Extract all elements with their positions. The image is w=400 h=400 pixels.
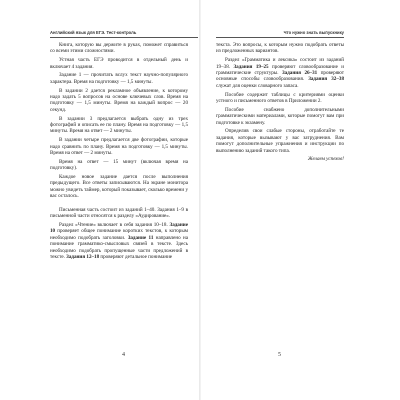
text-run: Раздел «Чтение» включает в себя задания 10–18. bbox=[59, 221, 170, 228]
paragraph: Время на ответ — 15 минут (включая время на подготовку). bbox=[50, 158, 188, 172]
right-page bbox=[200, 0, 400, 400]
text-run: проверяет общее понимание коротких текстов, к которым необходимо подобрать заголовки. bbox=[50, 228, 188, 241]
paragraph: Определив свои слабые стороны, отработайте те задания, которые вызывают у вас затруднения. Вам помогут дополнительные упражнения и инструкции по выполнению заданий такого типа. bbox=[216, 128, 344, 154]
page-number: 4 bbox=[122, 352, 125, 358]
text-run: служат для оценки словарного запаса. bbox=[216, 82, 299, 89]
text-run: проверяют словообразование и грамматические структуры. bbox=[216, 63, 344, 77]
task-number: Задание 10 bbox=[50, 221, 188, 235]
task-number: Задания 26–31 bbox=[281, 70, 318, 77]
left-page-text bbox=[50, 42, 188, 260]
paragraph: Задание 1 — прочитать вслух текст научно-популярного характера. Время на подготовку — 1,5 минуты. bbox=[50, 72, 188, 85]
paragraph: Письменная часть состоит из заданий 1–40. Задания 1–9 в письменной части относятся к разделу «Аудирование». bbox=[50, 206, 188, 220]
paragraph: Пособие снабжено дополнительными грамматическими материалами, которые помогут вам при подготовке к экзамену. bbox=[216, 106, 344, 126]
paragraph: В задании 3 предлагается выбрать одну из трех фотографий и описать ее по плану. Время на подготовку — 1,5 минуты. Время на ответ — 2 минуты. bbox=[50, 115, 188, 135]
page-number: 5 bbox=[278, 352, 281, 358]
paragraph: текста. Это вопросы, к которым нужно подобрать ответы из предложенных вариантов. bbox=[216, 42, 344, 55]
paragraph bbox=[216, 57, 344, 89]
text-run: направлено на понимание грамматико-смысловых связей в тексте. Здесь необходимо подобрать пропущенные части предложений в тексте. bbox=[50, 234, 188, 260]
paragraph: Устная часть ЕГЭ проводится в отдельный день и включает 4 задания. bbox=[50, 57, 188, 70]
paragraph: В задании 2 дается рекламное объявление, к которому надо задать 5 вопросов на основе ключевых слов. Время на подготовку — 1,5 минуты. Время на каждый вопрос — 20 секунд. bbox=[50, 87, 188, 113]
paragraph bbox=[50, 222, 188, 260]
running-head: Что нужно знать выпускнику bbox=[216, 30, 344, 38]
text-run: проверяют основные способы словообразования. bbox=[216, 70, 345, 83]
running-head: Английский язык для ЕГЭ. Тест-контроль bbox=[50, 30, 198, 38]
signoff: Желаем успехов! bbox=[307, 156, 344, 163]
paragraph: Каждое новое задание дается после выполнения предыдущего. Все ответы записываются. На экране монитора можно увидеть таймер, который показывает, сколько времени у вас осталось. bbox=[50, 174, 188, 200]
text-run: проверяют детальное понимание bbox=[99, 253, 173, 260]
task-number: Задания 12–18 bbox=[66, 253, 100, 260]
right-page-text bbox=[216, 42, 344, 163]
paragraph: Книга, которую вы держите в руках, поможет справиться со всеми этими сложностями. bbox=[50, 42, 188, 55]
task-number: Задания 32–38 bbox=[308, 76, 344, 83]
paragraph: Пособие содержит таблицы с критериями оценки устного и письменного ответов в Приложении 2. bbox=[216, 91, 344, 105]
task-number: Задание 11 bbox=[127, 234, 154, 241]
text-run: Раздел «Грамматика и лексика» состоит из заданий 19–38. bbox=[216, 57, 344, 70]
paragraph: В задании четыре предлагается две фотографии, которые надо сравнить по плану. Время на подготовку — 1,5 минуты. Время на ответ — 2 минуты. bbox=[50, 137, 188, 157]
task-number: Задания 19–25 bbox=[233, 63, 269, 70]
